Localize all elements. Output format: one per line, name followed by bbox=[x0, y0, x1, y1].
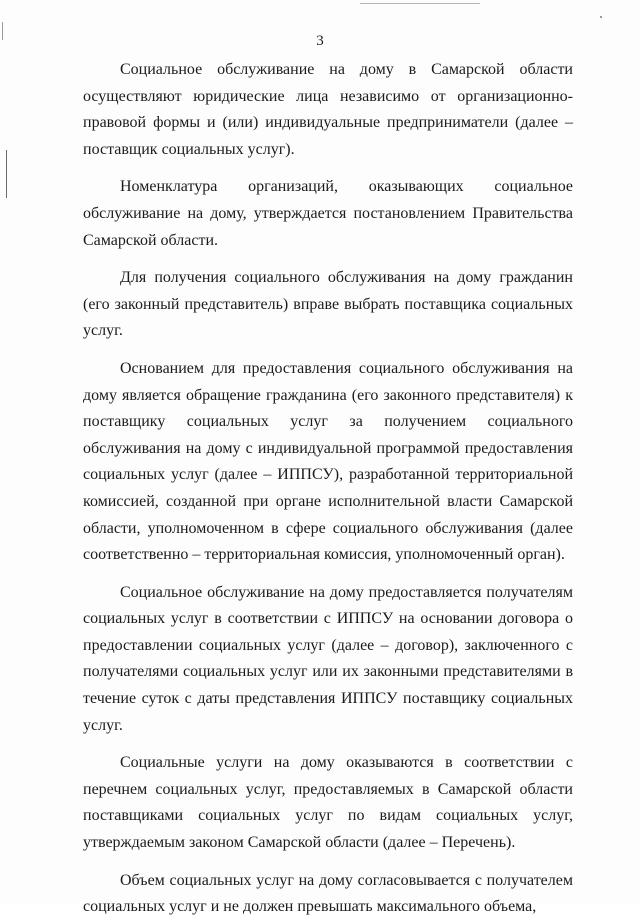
paragraph: Социальное обслуживание на дому в Самарской области осуществляют юридические лица независимо от организационно-правовой формы и (или) индивидуальные предприниматели (далее – поставщик социальных услуг). bbox=[83, 61, 573, 158]
scan-artifact bbox=[6, 150, 7, 198]
paragraph: Номенклатура организаций, оказывающих социальное обслуживание на дому, утверждается постановлением Правительства Самарской области. bbox=[83, 178, 573, 249]
paragraph: Объем социальных услуг на дому согласовывается с получателем социальных услуг и не должен превышать максимального объема, bbox=[83, 871, 573, 916]
scan-artifact bbox=[600, 16, 602, 18]
document-body bbox=[83, 57, 573, 921]
paragraph: Социальные услуги на дому оказываются в соответствии с перечнем социальных услуг, предоставляемых в Самарской области поставщиками социальных услуг по видам социальных услуг, утверждаемым законом Самарской области (далее – Перечень). bbox=[83, 754, 573, 852]
paragraph: Для получения социального обслуживания на дому гражданин (его законный представитель) вправе выбрать поставщика социальных услуг. bbox=[83, 269, 573, 340]
page-number: 3 bbox=[316, 33, 324, 49]
scan-artifact bbox=[360, 3, 480, 4]
paragraph: Социальное обслуживание на дому предоставляется получателям социальных услуг в соответствии с ИППСУ на основании договора о предоставлении социальных услуг (далее – договор), заключенного с получателями социальных услуг или их законными представителями в течение суток с даты представления ИППСУ поставщику социальных услуг. bbox=[83, 583, 573, 734]
paragraph: Основанием для предоставления социального обслуживания на дому является обращение гражданина (его законного представителя) к поставщику социальных услуг за получением социального обслуживания на дому с индивидуальной программой предоставления социальных услуг (далее – ИППСУ), разработанной территориальной комиссией, созданной при органе исполнительной власти Самарской области, уполномоченном в сфере социального обслуживания (далее соответственно – территориальная комиссия, уполномоченный орган). bbox=[83, 359, 573, 564]
